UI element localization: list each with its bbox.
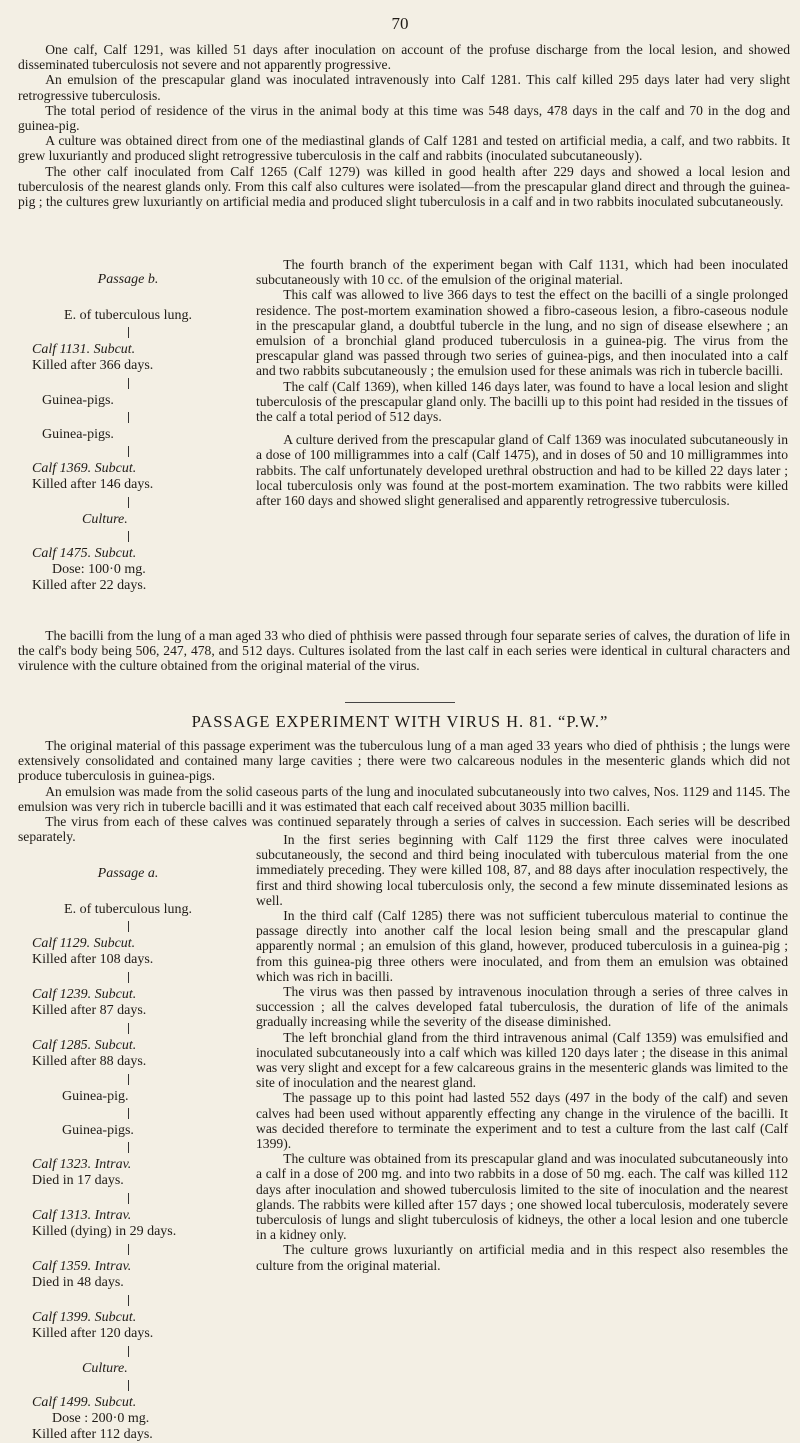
stemma-connector bbox=[128, 1074, 129, 1085]
stemma-node: Culture. bbox=[82, 1361, 128, 1376]
section-heading: PASSAGE EXPERIMENT WITH VIRUS H. 81. “P.W.” bbox=[191, 712, 609, 731]
paragraph: The bacilli from the lung of a man aged 33 who died of phthisis were passed through four separate series of calves, the duration of life in the calf's body being 506, 247, 478, and 512 days. Cultures isolated from the last calf in each series were identical in cultural characters and virulence with the culture obtained from the original material of the virus. bbox=[18, 628, 790, 674]
stemma-node: Guinea-pig. bbox=[62, 1089, 129, 1104]
stemma-node: Calf 1131. Subcut. Killed after 366 days. bbox=[32, 342, 154, 373]
passage-b-text bbox=[256, 257, 788, 508]
stemma-connector bbox=[128, 531, 129, 542]
section-intro bbox=[18, 738, 790, 844]
stemma-connector bbox=[128, 497, 129, 508]
stemma-node: Calf 1239. Subcut. Killed after 87 days. bbox=[32, 987, 147, 1018]
stemma-node: Calf 1369. Subcut. Killed after 146 days. bbox=[32, 461, 154, 492]
stemma-connector bbox=[128, 378, 129, 389]
summary-section bbox=[18, 628, 790, 674]
stemma-connector bbox=[128, 1295, 129, 1306]
stemma-node: Guinea-pigs. bbox=[42, 427, 114, 442]
stemma-node: E. of tuberculous lung. bbox=[64, 308, 192, 323]
paragraph: This calf was allowed to live 366 days to test the effect on the bacilli of a single prolonged residence. The post-mortem examination showed a fibro-caseous lesion, a fibro-caseous nodule in the prescapular gland, a doubtful tubercle in the lung, and no sign of disease elsewhere ; an emulsion of a bronchial gland produced tuberculosis in a guinea-pig. The virus from the prescapular gland was passed through two series of guinea-pigs, and then inoculated into a calf and two rabbits subcutaneously ; the emulsion used for these animals was rich in tubercle bacilli. bbox=[256, 287, 788, 379]
stemma-connector bbox=[128, 1023, 129, 1034]
paragraph: One calf, Calf 1291, was killed 51 days after inoculation on account of the profuse discharge from the local lesion, and showed disseminated tuberculosis not severe and not apparently progressive. bbox=[18, 42, 790, 73]
stemma-connector bbox=[128, 1193, 129, 1204]
stemma-connector bbox=[128, 1346, 129, 1357]
stemma-connector bbox=[128, 1108, 129, 1119]
paragraph: The virus was then passed by intravenous inoculation through a series of three calves in succession ; all the calves developed fatal tuberculosis, the duration of life of the animals gradually increasing while the severity of the disease diminished. bbox=[256, 984, 788, 1030]
stemma-node: Guinea-pigs. bbox=[62, 1123, 134, 1138]
paragraph: The fourth branch of the experiment began with Calf 1131, which had been inoculated subcutaneously with 10 cc. of the emulsion of the original material. bbox=[256, 257, 788, 288]
paragraph: In the third calf (Calf 1285) there was not sufficient tuberculous material to continue the passage directly into another calf the local lesion being small and the prescapular gland apparently normal ; an emulsion of this gland, however, produced tuberculosis in a guinea-pig ; from this guinea-pig three others were inoculated, and from them an emulsion was obtained which was rich in bacilli. bbox=[256, 908, 788, 984]
paragraph: The passage up to this point had lasted 552 days (497 in the body of the calf) and seven calves had been used without apparently effecting any change in the virulence of the bacilli. It was decided therefore to terminate the experiment and to test a culture from the last calf (Calf 1399). bbox=[256, 1090, 788, 1152]
paragraph: The culture was obtained from its prescapular gland and was inoculated subcutaneously into a calf in a dose of 200 mg. and into two rabbits in a dose of 50 mg. each. The calf was killed 112 days after inoculation and showed tuberculosis limited to the site of inoculation and the nearest glands. The rabbits were killed after 157 days ; one showed local tuberculosis, moderately severe tuberculosis of lungs and slight tuberculosis of kidneys, the other a local lesion and one tubercle in a kidney only. bbox=[256, 1151, 788, 1243]
paragraph: The other calf inoculated from Calf 1265 (Calf 1279) was killed in good health after 229 days and showed a local lesion and tuberculosis of the nearest glands only. From this calf also cultures were isolated—from the prescapular gland direct and through the guinea-pig ; the cultures grew luxuriantly on artificial media and produced slight tuberculosis in a calf and in two rabbits inoculated subcutaneously. bbox=[18, 163, 790, 210]
passage-title: Passage a. bbox=[97, 866, 159, 881]
stemma-node: Calf 1323. Intrav. Died in 17 days. bbox=[32, 1157, 132, 1188]
stemma-node: Calf 1399. Subcut. Killed after 120 days. bbox=[32, 1310, 154, 1341]
stemma-connector bbox=[128, 921, 129, 932]
paragraph: The total period of residence of the virus in the animal body at this time was 548 days, 478 days in the calf and 70 in the dog and guinea-pig. bbox=[18, 102, 790, 134]
stemma-node: Calf 1499. Subcut. Dose : 200·0 mg. Killed after 112 days. bbox=[32, 1395, 153, 1442]
stemma-connector bbox=[128, 972, 129, 983]
stemma-node: Calf 1313. Intrav. Killed (dying) in 29 days. bbox=[32, 1208, 177, 1239]
stemma-connector bbox=[128, 446, 129, 457]
stemma-connector bbox=[128, 327, 129, 338]
stemma-node: Guinea-pigs. bbox=[42, 393, 114, 408]
stemma-node: Culture. bbox=[82, 512, 128, 527]
stemma-node: Calf 1285. Subcut. Killed after 88 days. bbox=[32, 1038, 147, 1069]
passage-title: Passage b. bbox=[97, 272, 159, 287]
paragraph: A culture was obtained direct from one of the mediastinal glands of Calf 1281 and tested on artificial media, a calf, and two rabbits. It grew luxuriantly and produced slight retrogressive tuberculosis in the calf and rabbits (inoculated subcutaneously). bbox=[18, 133, 790, 164]
stemma-node: Calf 1475. Subcut. Dose: 100·0 mg. Killed after 22 days. bbox=[32, 546, 147, 593]
paragraph: The original material of this passage experiment was the tuberculous lung of a man aged 33 years who died of phthisis ; the lungs were extensively consolidated and contained many large cavities ; there were two calcareous nodules in the mesenteric glands which did not produce tuberculosis in guinea-pigs. bbox=[18, 738, 790, 784]
stemma-connector bbox=[128, 412, 129, 423]
stemma-node: E. of tuberculous lung. bbox=[64, 902, 192, 917]
passage-a-text bbox=[256, 832, 788, 1273]
paragraph: The virus from each of these calves was continued separately through a series of calves in succession. Each series will be described separately. bbox=[18, 814, 790, 845]
stemma-connector bbox=[128, 1142, 129, 1153]
paragraph: In the first series beginning with Calf 1129 the first three calves were inoculated subcutaneously, the second and third being inoculated with tuberculous material from the one immediately preceding. They were killed 108, 87, and 88 days after inoculation respectively, the first and third showing local tuberculosis only, the second a few minute disseminated lesions as well. bbox=[256, 832, 788, 908]
paragraph: The culture grows luxuriantly on artificial media and in this respect also resembles the culture from the original material. bbox=[256, 1242, 788, 1273]
paragraph: The calf (Calf 1369), when killed 146 days later, was found to have a local lesion and slight tuberculosis of the prescapular gland only. The bacilli up to this point had resided in the tissues of the calf a total period of 512 days. bbox=[256, 378, 788, 425]
paragraph: An emulsion of the prescapular gland was inoculated intravenously into Calf 1281. This calf killed 295 days later had very slight retrogressive tuberculosis. bbox=[18, 72, 790, 103]
stemma-node: Calf 1129. Subcut. Killed after 108 days. bbox=[32, 936, 154, 967]
paragraph: An emulsion was made from the solid caseous parts of the lung and inoculated subcutaneously into two calves, Nos. 1129 and 1145. The emulsion was very rich in tubercle bacilli and it was estimated that each calf received about 3035 million bacilli. bbox=[18, 783, 790, 814]
stemma-node: Calf 1359. Intrav. Died in 48 days. bbox=[32, 1259, 132, 1290]
section-divider bbox=[345, 702, 455, 703]
stemma-connector bbox=[128, 1244, 129, 1255]
page-number: 70 bbox=[391, 14, 409, 33]
paragraph: A culture derived from the prescapular gland of Calf 1369 was inoculated subcutaneously in a dose of 100 milligrammes into a calf (Calf 1475), and in doses of 50 and 10 milligrammes into rabbits. The calf unfortunately developed urethral obstruction and had to be killed 22 days later ; local tuberculosis only was found at the post-mortem examination. The two rabbits were killed after 160 days and showed slight generalised and apparently retrogressive tuberculosis. bbox=[256, 432, 788, 509]
stemma-connector bbox=[128, 1380, 129, 1391]
intro-section bbox=[18, 42, 790, 209]
paragraph: The left bronchial gland from the third intravenous animal (Calf 1359) was emulsified and inoculated subcutaneously into a calf which was killed 120 days later ; the disease in this animal was very slight and except for a few calcareous grains in the mesenteric glands was limited to the site of inoculation and the nearest gland. bbox=[256, 1029, 788, 1091]
